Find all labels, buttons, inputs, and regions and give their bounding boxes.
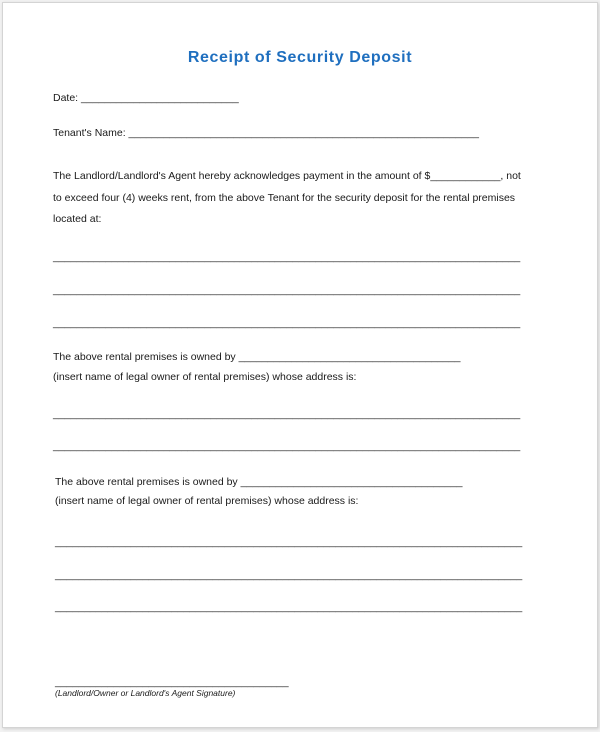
document-title: Receipt of Security Deposit bbox=[187, 49, 413, 66]
premises-address-line-1: ________________________________________________________________________________ bbox=[53, 251, 521, 263]
owner-instruction-1: (insert name of legal owner of rental premises) whose address is: bbox=[53, 371, 357, 383]
signature-caption: (Landlord/Owner or Landlord's Agent Signature) bbox=[55, 688, 236, 698]
owner-name-line-1: The above rental premises is owned by ______________________________________ bbox=[53, 351, 461, 363]
document-page bbox=[2, 2, 598, 728]
acknowledgement-line-2: to exceed four (4) weeks rent, from the above Tenant for the security deposit for the rental premises bbox=[53, 192, 516, 204]
owner-address-line-1: ________________________________________________________________________________ bbox=[53, 408, 521, 420]
owner-address-line-5: ________________________________________________________________________________ bbox=[55, 601, 523, 613]
acknowledgement-line-1: The Landlord/Landlord's Agent hereby acknowledges payment in the amount of $____________, not bbox=[53, 170, 521, 182]
owner-instruction-2: (insert name of legal owner of rental premises) whose address is: bbox=[55, 495, 359, 507]
signature-line: ________________________________________ bbox=[55, 676, 289, 688]
acknowledgement-line-3: located at: bbox=[53, 213, 102, 225]
owner-address-line-4: ________________________________________________________________________________ bbox=[55, 569, 523, 581]
owner-address-line-2: ________________________________________________________________________________ bbox=[53, 440, 521, 452]
owner-address-line-3: ________________________________________________________________________________ bbox=[55, 536, 523, 548]
premises-address-line-2: ________________________________________________________________________________ bbox=[53, 284, 521, 296]
date-field-line: Date: ___________________________ bbox=[53, 92, 239, 104]
owner-name-line-2: The above rental premises is owned by ______________________________________ bbox=[55, 476, 463, 488]
premises-address-line-3: ________________________________________________________________________________ bbox=[53, 317, 521, 329]
tenant-name-field-line: Tenant's Name: ____________________________________________________________ bbox=[53, 127, 479, 139]
